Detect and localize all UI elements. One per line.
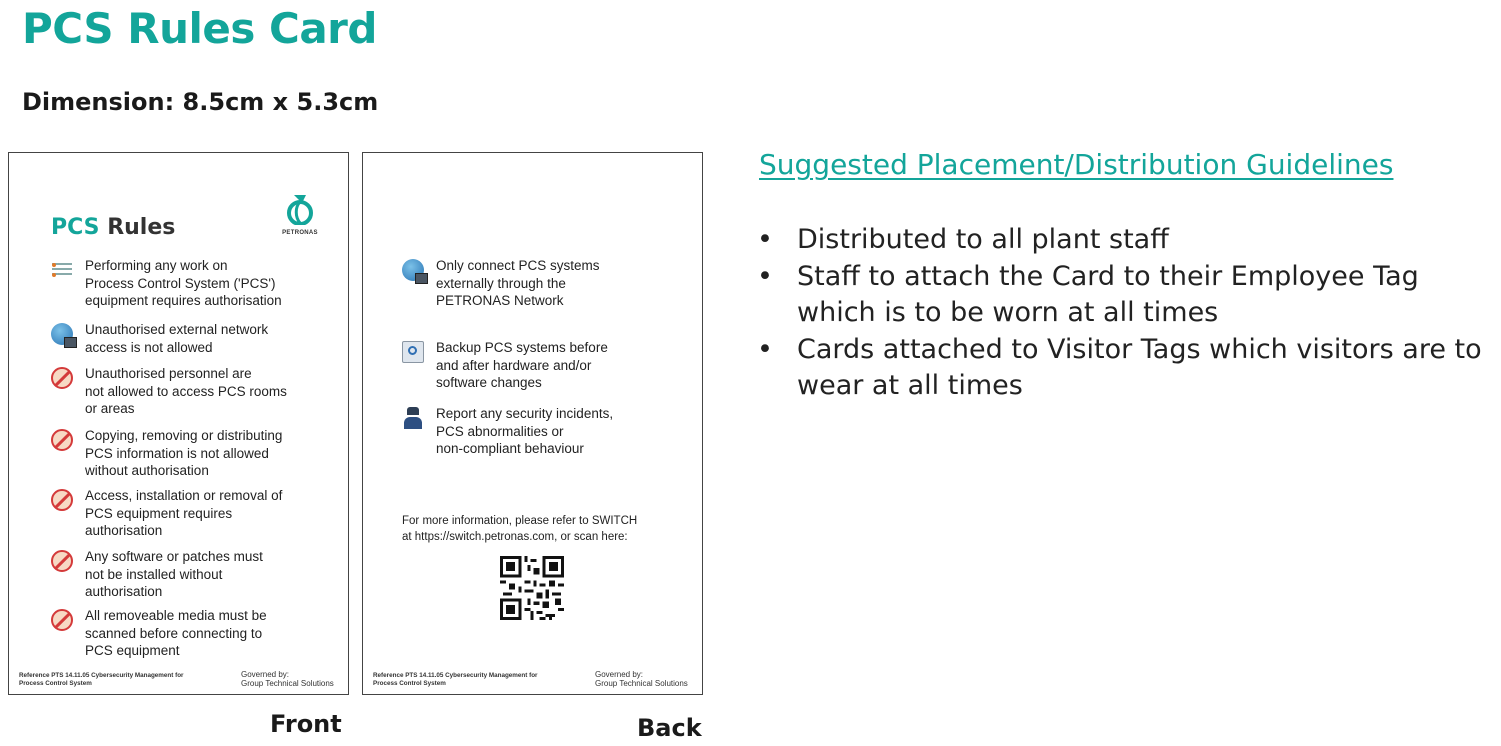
list-item xyxy=(757,259,1497,332)
rule-text: Only connect PCS systems externally through the PETRONAS Network xyxy=(436,258,600,308)
rule-text: Unauthorised external network access is not allowed xyxy=(85,322,269,355)
backup-icon xyxy=(400,339,426,365)
petronas-logo xyxy=(275,193,325,236)
card-title-rules: Rules xyxy=(107,215,176,240)
rule-item xyxy=(400,257,600,310)
footer-governed: Governed by: Group Technical Solutions xyxy=(241,670,334,688)
network-globe-icon xyxy=(400,257,426,283)
qr-code[interactable] xyxy=(500,556,564,620)
rule-item xyxy=(49,257,282,310)
front-card xyxy=(8,152,349,695)
bullet: • xyxy=(757,333,773,365)
no-equipment-icon xyxy=(49,487,75,513)
rule-text: Backup PCS systems before and after hardware and/or software changes xyxy=(436,340,608,390)
petronas-logo-icon xyxy=(285,193,315,225)
guideline-text: Staff to attach the Card to their Employee Tag which is to be worn at all times xyxy=(797,260,1419,328)
card-title-pcs: PCS xyxy=(51,215,100,240)
more-info-text: For more information, please refer to SWITCH at https://switch.petronas.com, or scan here: xyxy=(402,515,638,543)
rule-text: All removeable media must be scanned before connecting to PCS equipment xyxy=(85,608,267,658)
rule-text: Unauthorised personnel are not allowed to access PCS rooms or areas xyxy=(85,366,287,416)
rule-text: Any software or patches must not be installed without authorisation xyxy=(85,549,263,599)
bullet: • xyxy=(757,224,773,255)
footer-reference: Reference PTS 14.11.05 Cybersecurity Management for Process Control System xyxy=(19,672,184,687)
no-software-icon xyxy=(49,548,75,574)
back-card xyxy=(362,152,703,695)
rule-item xyxy=(49,548,263,601)
rule-text: Performing any work on Process Control System ('PCS') equipment requires authorisation xyxy=(85,258,282,308)
list-item xyxy=(757,222,1497,259)
front-label: Front xyxy=(270,710,342,738)
no-copy-icon xyxy=(49,427,75,453)
rule-item xyxy=(49,607,267,660)
no-entry-icon xyxy=(49,365,75,391)
back-label: Back xyxy=(637,714,702,742)
footer-governed: Governed by: Group Technical Solutions xyxy=(595,670,688,688)
rule-text: Access, installation or removal of PCS equipment requires authorisation xyxy=(85,488,283,538)
guidelines-title[interactable]: Suggested Placement/Distribution Guidelines xyxy=(759,148,1394,181)
rule-item xyxy=(400,339,608,392)
guidelines-list xyxy=(757,222,1497,405)
network-globe-icon xyxy=(49,321,75,347)
rule-item xyxy=(49,487,282,540)
rule-item xyxy=(49,365,287,418)
dimension-label: Dimension: 8.5cm x 5.3cm xyxy=(22,88,379,116)
bullet: • xyxy=(757,260,773,292)
logo-text: PETRONAS xyxy=(282,230,318,236)
no-media-icon xyxy=(49,607,75,633)
rule-text: Report any security incidents, PCS abnormalities or non-compliant behaviour xyxy=(436,406,614,456)
rule-text: Copying, removing or distributing PCS information is not allowed without authorisation xyxy=(85,428,283,478)
rule-item xyxy=(49,321,268,356)
footer-reference: Reference PTS 14.11.05 Cybersecurity Management for Process Control System xyxy=(373,672,538,687)
page-title: PCS Rules Card xyxy=(22,4,377,53)
rule-item xyxy=(400,405,613,458)
security-officer-icon xyxy=(400,405,426,431)
checklist-icon xyxy=(49,257,75,283)
guideline-text: Cards attached to Visitor Tags which visitors are to wear at all times xyxy=(797,333,1482,401)
card-title xyxy=(51,215,175,240)
guideline-text: Distributed to all plant staff xyxy=(797,224,1169,255)
list-item xyxy=(757,332,1497,405)
rule-item xyxy=(49,427,282,480)
